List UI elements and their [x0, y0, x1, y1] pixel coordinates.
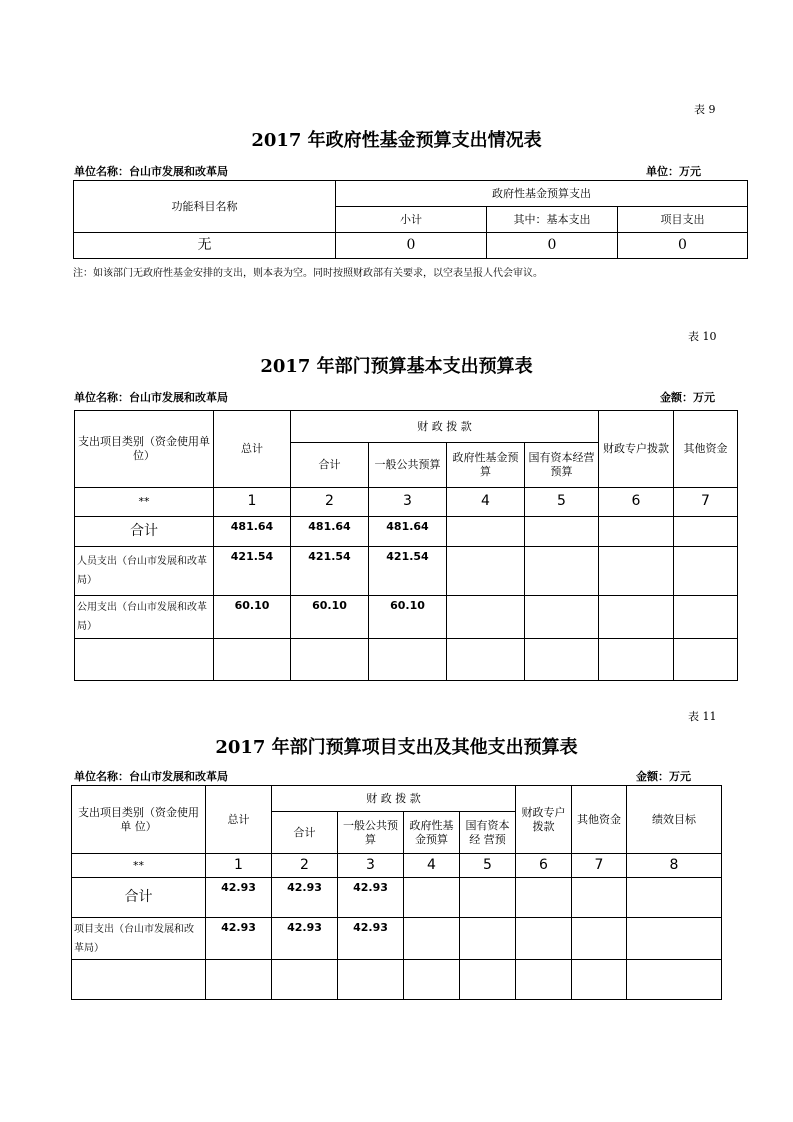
- cell-gov-fund: [404, 878, 460, 918]
- empty-cell: [572, 960, 627, 1000]
- header-heji: 合计: [272, 812, 338, 854]
- index-cell: **: [72, 854, 206, 878]
- cell-heji: 481.64: [291, 517, 369, 547]
- table10-number: 表 10: [688, 330, 717, 343]
- row-label: 合计: [72, 878, 206, 918]
- table10-unit-name: 单位名称：台山市发展和改革局: [74, 391, 228, 404]
- empty-cell: [525, 639, 599, 681]
- cell-basic: 0: [487, 233, 618, 259]
- cell-general: 42.93: [338, 918, 404, 960]
- header-heji: 合计: [291, 443, 369, 488]
- header-other-funds: 其他资金: [572, 786, 627, 854]
- empty-cell: [214, 639, 291, 681]
- table10-title: 2017 年部门预算基本支出预算表: [260, 356, 533, 377]
- header-gov-fund-expenditure: 政府性基金预算支出: [336, 181, 748, 207]
- table-row: [75, 547, 738, 596]
- cell-general: 421.54: [369, 547, 447, 596]
- empty-cell: [369, 639, 447, 681]
- cell-total: 421.54: [214, 547, 291, 596]
- cell-special: [599, 596, 674, 639]
- cell-special: [599, 517, 674, 547]
- table9-note: 注：如该部门无政府性基金安排的支出，则本表为空。同时按照财政部有关要求，以空表呈报人代会审议。: [73, 268, 543, 279]
- index-cell: 4: [404, 854, 460, 878]
- header-special-account: 财政专户拨款: [599, 411, 674, 488]
- cell-gov-fund: [447, 596, 525, 639]
- table11: [71, 785, 722, 1000]
- cell-performance: [627, 878, 722, 918]
- empty-cell: [674, 639, 738, 681]
- header-gov-fund-budget: 政府性基金预算: [447, 443, 525, 488]
- cell-performance: [627, 918, 722, 960]
- header-project-expenditure: 项目支出: [618, 207, 748, 233]
- empty-cell: [599, 639, 674, 681]
- header-fiscal-allocation: 财 政 拨 款: [291, 411, 599, 443]
- table-row: [75, 517, 738, 547]
- table-row: [72, 918, 722, 960]
- cell-other: [674, 517, 738, 547]
- header-general-budget: 一般公共预算: [338, 812, 404, 854]
- cell-other: [572, 918, 627, 960]
- cell-general: 42.93: [338, 878, 404, 918]
- row-label: 项目支出（台山市发展和改革局）: [72, 918, 206, 960]
- cell-state-capital: [460, 878, 516, 918]
- index-cell: 4: [447, 488, 525, 517]
- table-row: [72, 960, 722, 1000]
- table9-title: 2017 年政府性基金预算支出情况表: [251, 130, 542, 151]
- cell-general: 60.10: [369, 596, 447, 639]
- empty-cell: [291, 639, 369, 681]
- cell-heji: 421.54: [291, 547, 369, 596]
- empty-cell: [627, 960, 722, 1000]
- row-label: 公用支出（台山市发展和改革局）: [75, 596, 214, 639]
- index-cell: 6: [516, 854, 572, 878]
- empty-cell: [272, 960, 338, 1000]
- header-category: 支出项目类别（资金使用单位）: [75, 411, 214, 488]
- header-basic-expenditure: 其中：基本支出: [487, 207, 618, 233]
- table9-unit: 单位：万元: [646, 165, 701, 178]
- cell-total: 60.10: [214, 596, 291, 639]
- empty-cell: [338, 960, 404, 1000]
- table10-unit: 金额：万元: [660, 391, 715, 404]
- header-special-account: 财政专户拨款: [516, 786, 572, 854]
- index-cell: 2: [272, 854, 338, 878]
- header-state-capital-budget: 国有资本经 营预: [460, 812, 516, 854]
- cell-subtotal: 0: [336, 233, 487, 259]
- index-cell: 2: [291, 488, 369, 517]
- table9-unit-name: 单位名称：台山市发展和改革局: [74, 165, 228, 178]
- cell-gov-fund: [404, 918, 460, 960]
- table10: [74, 410, 738, 681]
- index-cell: 5: [460, 854, 516, 878]
- cell-heji: 60.10: [291, 596, 369, 639]
- cell-state-capital: [525, 517, 599, 547]
- cell-heji: 42.93: [272, 878, 338, 918]
- index-cell: 3: [369, 488, 447, 517]
- cell-total: 42.93: [206, 878, 272, 918]
- table-row: [75, 596, 738, 639]
- table11-unit: 金额：万元: [636, 770, 691, 783]
- cell-gov-fund: [447, 517, 525, 547]
- cell-state-capital: [460, 918, 516, 960]
- cell-general: 481.64: [369, 517, 447, 547]
- index-cell: 7: [572, 854, 627, 878]
- header-fiscal-allocation: 财 政 拨 款: [272, 786, 516, 812]
- table9: [73, 180, 748, 259]
- header-other-funds: 其他资金: [674, 411, 738, 488]
- header-gov-fund-budget: 政府性基金预算: [404, 812, 460, 854]
- header-subtotal: 小计: [336, 207, 487, 233]
- empty-cell: [447, 639, 525, 681]
- cell-total: 42.93: [206, 918, 272, 960]
- cell-none: 无: [74, 233, 336, 259]
- cell-state-capital: [525, 596, 599, 639]
- index-cell: 1: [206, 854, 272, 878]
- row-label: 合计: [75, 517, 214, 547]
- empty-cell: [75, 639, 214, 681]
- index-cell: 5: [525, 488, 599, 517]
- cell-total: 481.64: [214, 517, 291, 547]
- empty-cell: [460, 960, 516, 1000]
- cell-other: [674, 547, 738, 596]
- cell-gov-fund: [447, 547, 525, 596]
- header-function-subject: 功能科目名称: [74, 181, 336, 233]
- index-cell: 6: [599, 488, 674, 517]
- row-label: 人员支出（台山市发展和改革局）: [75, 547, 214, 596]
- empty-cell: [72, 960, 206, 1000]
- index-cell: **: [75, 488, 214, 517]
- empty-cell: [516, 960, 572, 1000]
- table11-number: 表 11: [688, 710, 717, 723]
- index-cell: 8: [627, 854, 722, 878]
- index-cell: 7: [674, 488, 738, 517]
- table-row: [72, 878, 722, 918]
- cell-special: [516, 918, 572, 960]
- cell-heji: 42.93: [272, 918, 338, 960]
- cell-other: [572, 878, 627, 918]
- table9-number: 表 9: [694, 103, 716, 116]
- header-general-budget: 一般公共预算: [369, 443, 447, 488]
- header-total: 总计: [214, 411, 291, 488]
- cell-state-capital: [525, 547, 599, 596]
- index-cell: 1: [214, 488, 291, 517]
- cell-project: 0: [618, 233, 748, 259]
- index-cell: 3: [338, 854, 404, 878]
- cell-special: [516, 878, 572, 918]
- cell-other: [674, 596, 738, 639]
- table11-unit-name: 单位名称：台山市发展和改革局: [74, 770, 228, 783]
- header-category: 支出项目类别（资金使用 单 位）: [72, 786, 206, 854]
- table11-title: 2017 年部门预算项目支出及其他支出预算表: [215, 737, 578, 758]
- cell-special: [599, 547, 674, 596]
- header-total: 总计: [206, 786, 272, 854]
- header-performance-target: 绩效目标: [627, 786, 722, 854]
- empty-cell: [206, 960, 272, 1000]
- header-state-capital-budget: 国有资本经营预算: [525, 443, 599, 488]
- empty-cell: [404, 960, 460, 1000]
- table-row: [75, 639, 738, 681]
